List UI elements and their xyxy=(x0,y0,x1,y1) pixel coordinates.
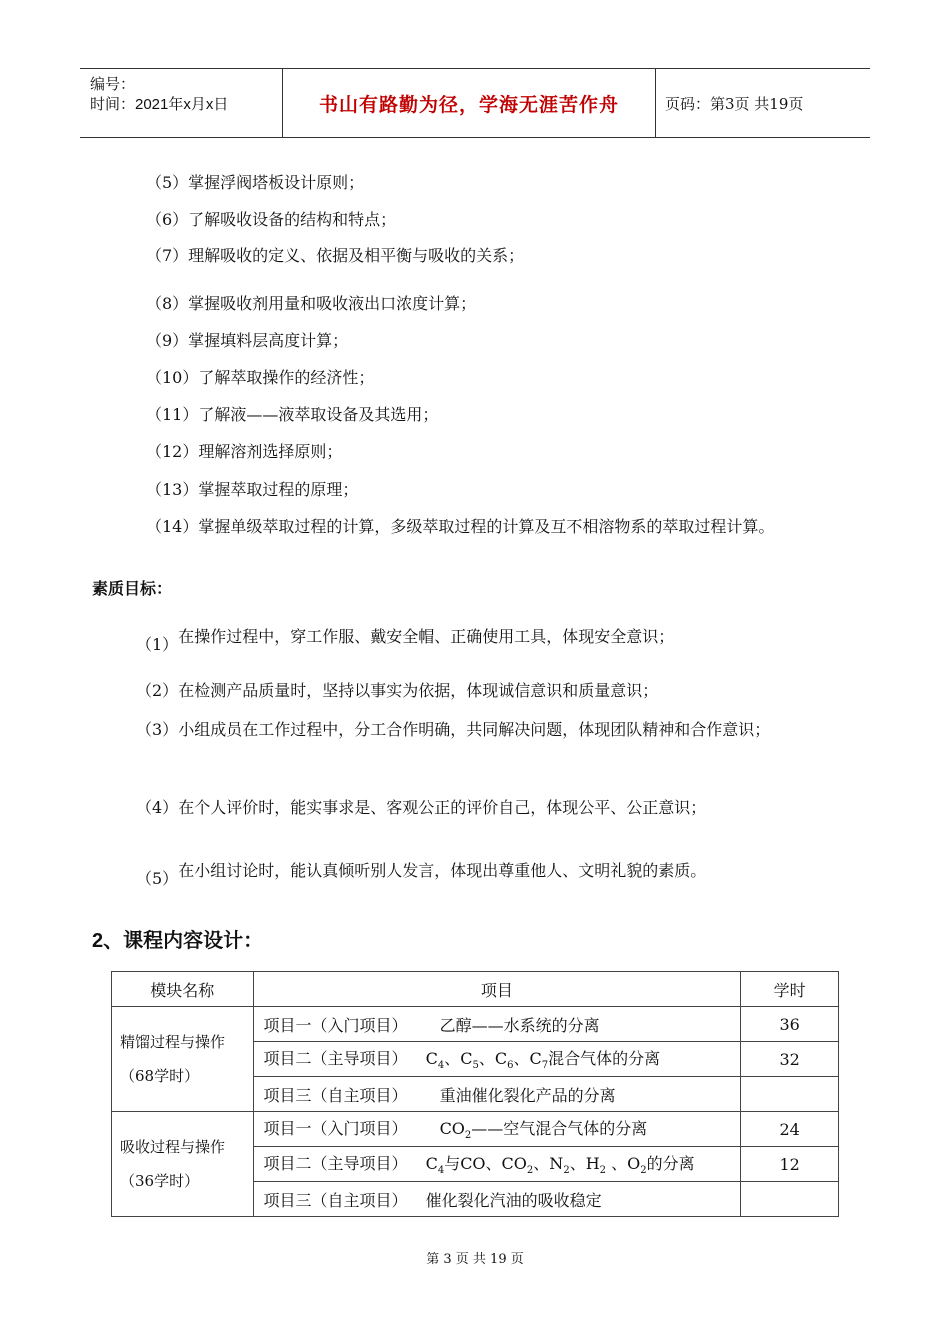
quality-item-number: （3） xyxy=(136,720,179,739)
project-kind: 项目二（主导项目） xyxy=(263,1049,408,1069)
project-title: $C_4$与CO、$CO_2$、$N_2$、$H_2$ 、$O_2$的分离 xyxy=(425,1154,695,1177)
serial-label: 编号： xyxy=(90,76,136,93)
quality-item-text: 在小组讨论时，能认真倾听别人发言，体现出尊重他人、文明礼貌的素质。 xyxy=(178,861,707,880)
table-header-row xyxy=(112,972,839,1007)
project-kind: 项目一（入门项目） xyxy=(263,1119,408,1139)
module-cell xyxy=(112,1112,254,1217)
objective-item: （5）掌握浮阀塔板设计原则； xyxy=(146,173,365,192)
objective-item: （10）了解萃取操作的经济性； xyxy=(146,368,375,387)
module-name: 吸收过程与操作 xyxy=(120,1138,226,1156)
project-cell xyxy=(253,1007,741,1042)
module-name: 精馏过程与操作 xyxy=(120,1033,226,1051)
page-header xyxy=(80,68,870,138)
section-title: 2、课程内容设计： xyxy=(92,930,264,952)
project-title: 重油催化裂化产品的分离 xyxy=(439,1085,616,1105)
project-title: $CO_2——$空气混合气体的分离 xyxy=(439,1119,648,1142)
page-footer: 第 3 页 共 19 页 xyxy=(426,1252,524,1267)
hours-cell: 12 xyxy=(741,1147,839,1182)
quality-item-text: 在操作过程中，穿工作服、戴安全帽、正确使用工具，体现安全意识； xyxy=(178,627,675,646)
objective-item: （7）理解吸收的定义、依据及相平衡与吸收的关系； xyxy=(146,246,525,265)
objective-item-wrapped: （14）掌握单级萃取过程的计算，多级萃取过程的计算及互不相溶物系的萃取过程计算。 xyxy=(146,517,775,536)
objective-item: （8）掌握吸收剂用量和吸收液出口浓度计算； xyxy=(146,294,477,313)
quality-item-text: 在检测产品质量时，坚持以事实为依据，体现诚信意识和质量意识； xyxy=(178,681,659,700)
table-row xyxy=(112,1007,839,1042)
quality-item-number: （2） xyxy=(136,681,179,700)
quality-item-number: （1） xyxy=(136,635,179,654)
hours-cell: 32 xyxy=(741,1042,839,1077)
project-cell xyxy=(253,1077,741,1112)
project-title: 乙醇——水系统的分离 xyxy=(439,1015,600,1035)
project-kind: 项目一（入门项目） xyxy=(263,1015,408,1035)
project-cell xyxy=(253,1042,741,1077)
objective-item: （11）了解液——液萃取设备及其选用； xyxy=(146,405,439,424)
quality-item xyxy=(136,624,675,654)
project-kind: 项目三（自主项目） xyxy=(263,1085,408,1105)
project-title: 催化裂化汽油的吸收稳定 xyxy=(425,1190,602,1210)
project-cell xyxy=(253,1182,741,1217)
quality-item xyxy=(136,795,706,818)
project-kind: 项目三（自主项目） xyxy=(263,1190,408,1210)
quality-item-text: 在个人评价时，能实事求是、客观公正的评价自己，体现公平、公正意识； xyxy=(178,798,707,817)
motto: 书山有路勤为径，学海无涯苦作舟 xyxy=(318,93,619,116)
module-cell xyxy=(112,1007,254,1112)
header-motto-cell xyxy=(282,69,656,137)
time-label: 时间：2021年x月x日 xyxy=(90,96,229,113)
project-cell xyxy=(253,1112,741,1147)
quality-item-number: （5） xyxy=(136,869,179,888)
module-hours: （36学时） xyxy=(120,1172,200,1190)
hours-cell xyxy=(741,1077,839,1112)
column-header: 模块名称 xyxy=(112,972,254,1007)
header-meta xyxy=(80,69,282,137)
project-kind: 项目二（主导项目） xyxy=(263,1154,408,1174)
hours-cell: 36 xyxy=(741,1007,839,1042)
hours-cell: 24 xyxy=(741,1112,839,1147)
page-info: 页码：第3页 共19页 xyxy=(665,94,804,113)
quality-heading: 素质目标： xyxy=(92,581,173,598)
table-row xyxy=(112,1112,839,1147)
hours-cell xyxy=(741,1182,839,1217)
objective-item: （9）掌握填料层高度计算； xyxy=(146,331,349,350)
column-header: 项目 xyxy=(253,972,741,1007)
quality-item xyxy=(92,712,862,748)
course-content-table xyxy=(111,971,839,1217)
column-header: 学时 xyxy=(741,972,839,1007)
quality-item-number: （4） xyxy=(136,798,179,817)
module-hours: （68学时） xyxy=(120,1067,200,1085)
quality-item-text: 小组成员在工作过程中，分工合作明确，共同解决问题，体现团队精神和合作意识； xyxy=(178,720,771,739)
quality-item xyxy=(136,678,658,701)
objective-item: （12）理解溶剂选择原则； xyxy=(146,442,343,461)
objective-item: （6）了解吸收设备的结构和特点； xyxy=(146,210,397,229)
project-cell xyxy=(253,1147,741,1182)
quality-item xyxy=(136,858,707,888)
objective-item: （13）掌握萃取过程的原理； xyxy=(146,480,359,499)
project-title: $C_4$、$C_5$、$C_6$、$C_7$混合气体的分离 xyxy=(425,1049,661,1072)
header-page-cell xyxy=(655,69,870,137)
